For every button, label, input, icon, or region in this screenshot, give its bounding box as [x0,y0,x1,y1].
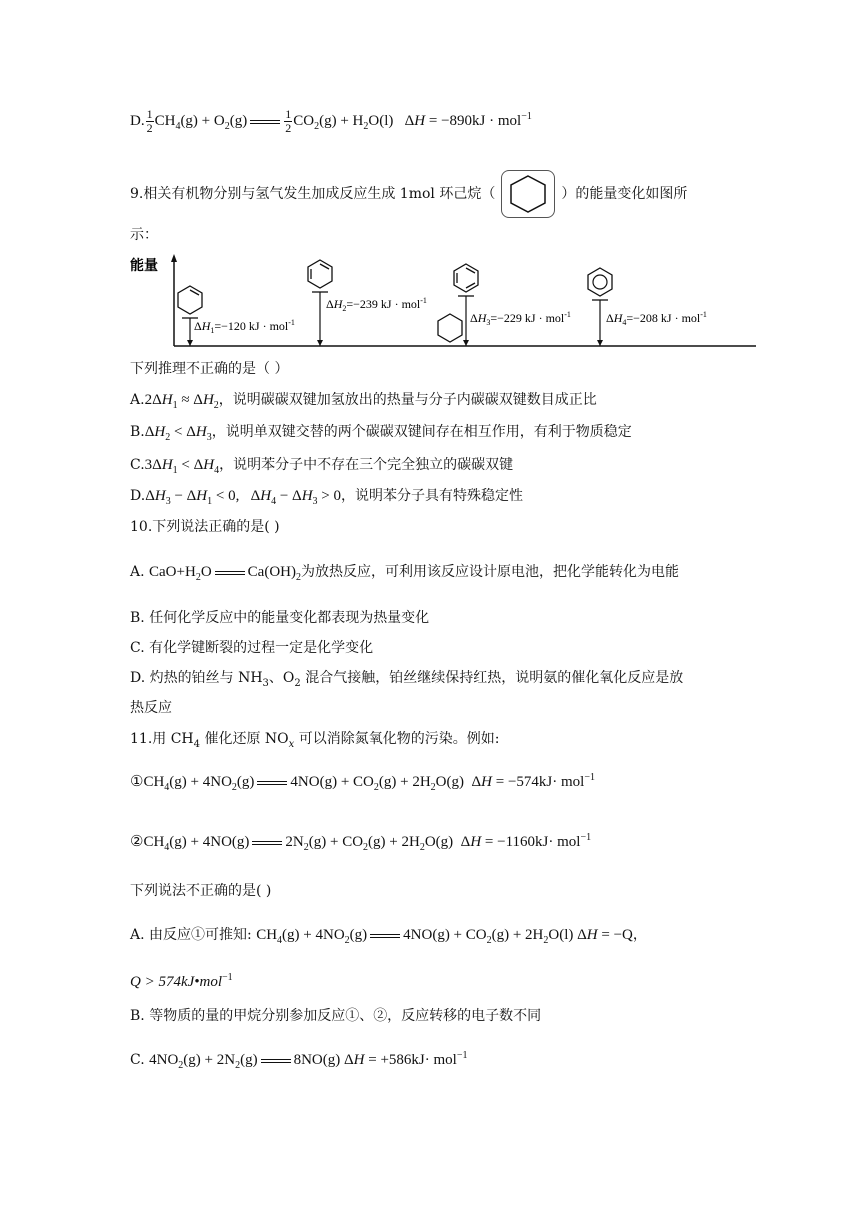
q9-stem: 9.相关有机物分别与氢气发生加成反应生成 1mol 环己烷（ ）的能量变化如图所 [130,170,687,218]
q11-question: 下列说法不正确的是( ) [130,883,272,899]
q9-option-a: $A.2\Delta H_1 \approx \Delta H_2$，说明碳碳双键加氢放出的热量与分子内碳碳双键数目成正比 [130,392,597,411]
dh4-label: $\Delta H_4=-208$ kJ · mol$^{-1}$ [606,310,707,327]
dh2-label: $\Delta H_2=-239$ kJ · mol$^{-1}$ [326,296,427,313]
q11-reaction-1: $①CH_4(g) + 4NO_2(g) 4NO(g) + CO_2(g) + 2H_2O(g) \Delta H = -574kJ\cdot mol^{-1}$ [130,772,595,793]
q10-option-d-cont: 热反应 [130,700,172,716]
q9-question: 下列推理不正确的是（ ） [130,361,289,377]
cyclohexadiene-icon [308,260,332,288]
q11-reaction-2: $②CH_4(g) + 4NO(g) 2N_2(g) + CO_2(g) + 2H_2O(g) \Delta H = -1160kJ\cdot mol^{-1}$ [130,832,592,853]
dh1-label: $\Delta H_1=-120$ kJ · mol$^{-1}$ [194,318,295,335]
cyclohexane-product-icon [438,314,462,342]
q11-option-c: C. $4NO_2(g) + 2N_2(g)$ 8NO(g) ΔH = +586kJ· mol$^{-1}$ [130,1050,468,1071]
q10-option-c: C. 有化学键断裂的过程一定是化学变化 [130,640,374,656]
q9-option-d: $D.\Delta H_3 - \Delta H_1 < 0$, $\Delta H_4 - \Delta H_3 > 0$，说明苯分子具有特殊稳定性 [130,488,524,507]
q11-option-a: A. 由反应①可推知: $CH_4(g) + 4NO_2(g) 4NO(g) + CO_2(g) + 2H_2O(l) \Delta H = -Q$， [130,927,647,946]
q10-option-b: B. 任何化学反应中的能量变化都表现为热量变化 [130,610,430,626]
fraction-half: $\frac{1}{2}$ [146,107,153,136]
energy-diagram [130,252,760,358]
dh3-label: $\Delta H_3=-229$ kJ · mol$^{-1}$ [470,310,571,327]
fraction-half: $\frac{1}{2}$ [285,107,292,136]
cyclohexatriene-icon [454,264,478,292]
q10-option-d: D. 灼热的铂丝与 $NH_3$、$O_2$ 混合气接触，铂丝继续保持红热，说明氨的催化氧化反应是放 [130,670,684,689]
benzene-icon [588,268,612,296]
cyclohexane-icon [501,170,555,218]
q10-option-a: A. $CaO+H_2O$ $Ca(OH)_2$为放热反应，可利用该反应设计原电池，把化学能转化为电能 [130,564,679,583]
q9-stem-cont: 示： [130,227,158,243]
q8-option-d: D. $\frac{1}{2}$ $CH_4(g) + O_2(g)$ $\frac{1}{2}$ $CO_2(g) + H_2O(l) \Delta H = -890kJ \cdot mol^{-1}$ [130,107,532,136]
q9-option-b: $B.\Delta H_2 < \Delta H_3$，说明单双键交替的两个碳碳双键间存在相互作用，有利于物质稳定 [130,424,632,443]
energy-axis-label: 能量 [130,259,158,274]
q11-intro: 11.用 $CH_4$ 催化还原 $NO_x$ 可以消除氮氧化物的污染。例如: [130,731,500,750]
q11-option-a-cont: Q > 574kJ•mol$^{-1}$ [130,972,233,990]
q11-option-b: B. 等物质的量的甲烷分别参加反应①、②，反应转移的电子数不同 [130,1008,542,1024]
cyclohexene-icon [178,286,202,314]
q10-question: 10.下列说法正确的是( ) [130,519,280,535]
q9-option-c: $C.3\Delta H_1 < \Delta H_4$，说明苯分子中不存在三个完全独立的碳碳双键 [130,457,514,476]
